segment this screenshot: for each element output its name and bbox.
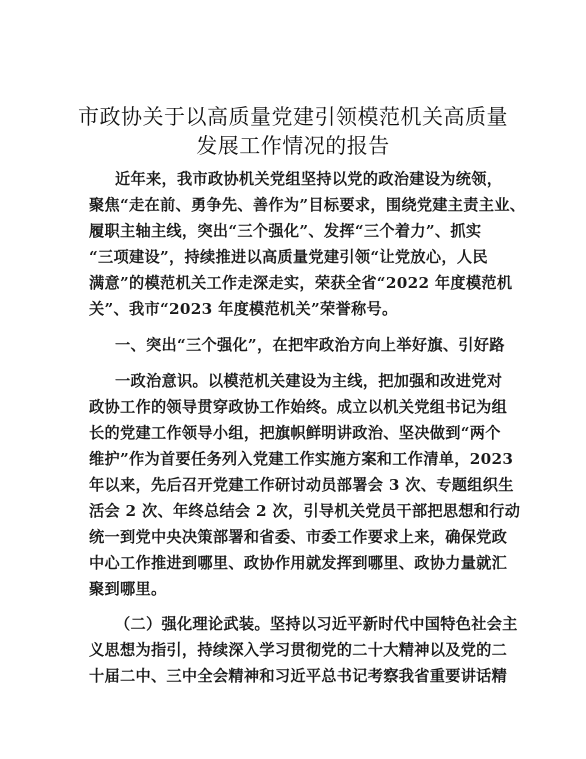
paragraph-2-line-1: 一政治意识。以模范机关建设为主线，把加强和改进党对	[115, 372, 503, 390]
document-title-line-1: 市政协关于以高质量党建引领模范机关高质量	[78, 105, 508, 129]
paragraph-1-line-3: 履职主轴主线，突出“三个强化”、发挥“三个着力”、抓实	[89, 222, 482, 240]
paragraph-2-line-8: 中心工作推进到哪里、政协作用就发挥到哪里、政协力量就汇	[89, 554, 508, 572]
paragraph-2-line-6: 活会 2 次、年终总结会 2 次，引导机关党员干部把思想和行动	[89, 502, 521, 520]
paragraph-2-line-9: 聚到哪里。	[89, 580, 167, 598]
paragraph-1-line-1: 近年来，我市政协机关党组坚持以党的政治建设为统领，	[115, 170, 503, 188]
paragraph-1-line-6: 关”、我市“2023 年度模范机关”荣誉称号。	[89, 300, 398, 318]
paragraph-3-line-3: 十届二中、三中全会精神和习近平总书记考察我省重要讲话精	[89, 667, 508, 685]
paragraph-2-line-4: 维护”作为首要任务列入党建工作实施方案和工作清单，2023	[89, 450, 514, 468]
paragraph-2-line-7: 统一到党中央决策部署和省委、市委工作要求上来，确保党政	[89, 528, 508, 546]
paragraph-3-line-2: 义思想为指引，持续深入学习贯彻党的二十大精神以及党的二	[89, 641, 508, 659]
paragraph-3-line-1: （二）强化理论武装。坚持以习近平新时代中国特色社会主	[115, 615, 518, 633]
paragraph-1-line-2: 聚焦“走在前、勇争先、善作为”目标要求，围绕党建主责主业、	[89, 196, 526, 214]
paragraph-2-line-5: 年以来，先后召开党建工作研讨动员部署会 3 次、专题组织生	[89, 476, 514, 494]
paragraph-2-line-2: 政协工作的领导贯穿政协工作始终。成立以机关党组书记为组	[89, 398, 508, 416]
section-heading-1: 一、突出“三个强化”，在把牢政治方向上举好旗、引好路	[115, 336, 505, 354]
document-title-line-2: 发展工作情况的报告	[196, 134, 390, 158]
paragraph-1-line-5: 满意”的模范机关工作走深走实，荣获全省“2022 年度模范机	[89, 274, 513, 292]
paragraph-1-line-4: “三项建设”，持续推进以高质量党建引领“让党放心，人民	[89, 248, 488, 266]
paragraph-2-line-3: 长的党建工作领导小组，把旗帜鲜明讲政治、坚决做到“两个	[89, 424, 501, 442]
